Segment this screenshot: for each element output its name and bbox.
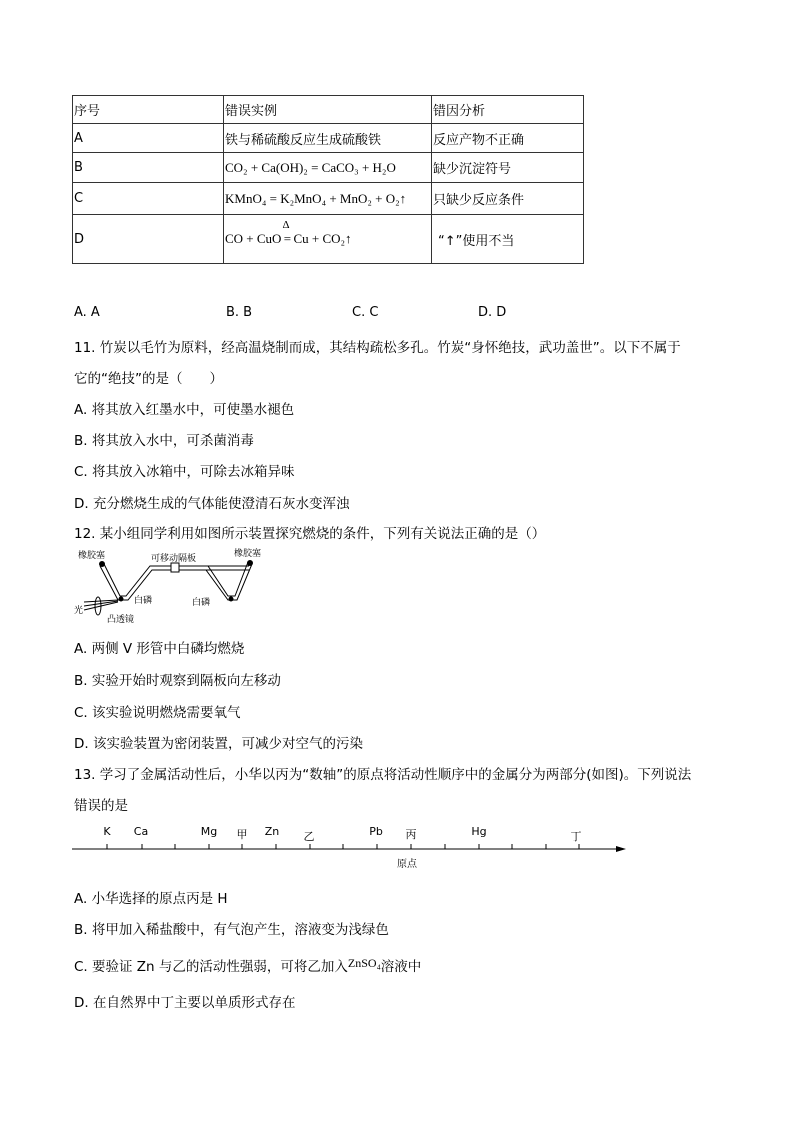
option-a[interactable]: A. A — [74, 305, 100, 320]
axis-label: Mg — [200, 825, 218, 838]
axis-arrow-icon — [616, 846, 626, 852]
axis-label: K — [103, 825, 111, 838]
phosphorus-right-icon — [229, 597, 234, 602]
table-row — [73, 124, 584, 153]
q12-option-a[interactable]: A. 两侧 V 形管中白磷均燃烧 — [74, 641, 245, 657]
row-id: C — [73, 183, 224, 215]
row-analysis: 反应产物不正确 — [432, 124, 584, 153]
q11-stem-line1: 11. 竹炭以毛竹为原料，经高温烧制而成，其结构疏松多孔。竹炭“身怀绝技，武功盖世”。以下不属于 — [74, 340, 681, 356]
q13-option-d[interactable]: D. 在自然界中丁主要以单质形式存在 — [74, 995, 296, 1011]
table-header: 错误实例 — [224, 96, 432, 124]
label-phosphorus-left: 白磷 — [134, 596, 153, 606]
combustion-apparatus-diagram — [74, 546, 284, 626]
row-id: A — [73, 124, 224, 153]
table-row — [73, 215, 584, 264]
axis-label: Hg — [471, 825, 487, 838]
formula-left: CO + CuO — [225, 231, 282, 246]
error-analysis-table — [72, 95, 584, 264]
label-partition: 可移动隔板 — [151, 554, 197, 564]
phosphorus-left-icon — [119, 597, 124, 602]
row-id: B — [73, 153, 224, 183]
label-light: 光 — [74, 606, 84, 616]
table-row — [73, 153, 584, 183]
option-d[interactable]: D. D — [478, 305, 507, 320]
q12-stem: 12. 某小组同学利用如图所示装置探究燃烧的条件，下列有关说法正确的是（） — [74, 526, 546, 542]
axis-label: Zn — [264, 825, 280, 838]
q13-option-b[interactable]: B. 将甲加入稀盐酸中，有气泡产生，溶液变为浅绿色 — [74, 922, 389, 938]
row-id: D — [73, 215, 224, 264]
q12-option-d[interactable]: D. 该实验装置为密闭装置，可减少对空气的污染 — [74, 736, 363, 752]
metal-activity-number-line — [70, 820, 630, 875]
table-header: 错因分析 — [432, 96, 584, 124]
option-c[interactable]: C. C — [352, 305, 379, 320]
v-tube-right — [174, 562, 252, 600]
row-analysis: “↑”使用不当 — [432, 215, 584, 264]
option-c-formula: ZnSO₄ — [347, 956, 381, 970]
row-example: KMnO₄ = K₂MnO₄ + MnO₂ + O₂↑ — [224, 183, 432, 215]
row-example: CO + CuO Δ = Cu + CO₂↑ — [224, 215, 432, 264]
axis-label: Pb — [369, 825, 383, 838]
axis-label: 甲 — [236, 828, 248, 841]
axis-label: Ca — [133, 825, 149, 838]
axis-label: 丙 — [405, 828, 417, 841]
stopper-left-icon — [99, 561, 105, 567]
table-header: 序号 — [73, 96, 224, 124]
row-example: 铁与稀硫酸反应生成硫酸铁 — [224, 124, 432, 153]
label-lens: 凸透镜 — [107, 615, 135, 625]
q12-option-b[interactable]: B. 实验开始时观察到隔板向左移动 — [74, 673, 281, 689]
q13-stem-line2: 错误的是 — [74, 798, 128, 814]
heat-condition-mark: Δ — [282, 219, 290, 231]
table-row — [73, 183, 584, 215]
origin-label: 原点 — [397, 859, 417, 870]
option-c-prefix: C. 要验证 Zn 与乙的活动性强弱，可将乙加入 — [74, 959, 348, 975]
table-header-row — [73, 96, 584, 124]
label-phosphorus-right: 白磷 — [192, 598, 211, 608]
q11-option-b[interactable]: B. 将其放入水中，可杀菌消毒 — [74, 433, 254, 449]
row-analysis: 只缺少反应条件 — [432, 183, 584, 215]
row-analysis: 缺少沉淀符号 — [432, 153, 584, 183]
axis-label: 丁 — [570, 830, 582, 843]
movable-partition — [171, 563, 179, 572]
axis-label: 乙 — [303, 830, 315, 843]
label-stopper-right: 橡胶塞 — [234, 549, 262, 559]
q11-option-a[interactable]: A. 将其放入红墨水中，可使墨水褪色 — [74, 402, 295, 418]
q11-option-d[interactable]: D. 充分燃烧生成的气体能使澄清石灰水变浑浊 — [74, 496, 350, 512]
label-stopper-left: 橡胶塞 — [78, 551, 106, 561]
stopper-right-icon — [247, 560, 253, 566]
option-b[interactable]: B. B — [226, 305, 253, 320]
q13-option-a[interactable]: A. 小华选择的原点丙是 H — [74, 891, 228, 907]
q12-option-c[interactable]: C. 该实验说明燃烧需要氧气 — [74, 705, 241, 721]
row-example: CO₂ + Ca(OH)₂ = CaCO₃ + H₂O — [224, 153, 432, 183]
q13-stem-line1: 13. 学习了金属活动性后，小华以丙为“数轴”的原点将活动性顺序中的金属分为两部分(如图)。下列说法 — [74, 767, 692, 783]
formula-right: Cu + CO₂↑ — [293, 231, 352, 246]
q11-stem-line2: 它的“绝技”的是（ ） — [74, 371, 223, 387]
option-c-suffix: 溶液中 — [380, 959, 422, 975]
q11-option-c[interactable]: C. 将其放入冰箱中，可除去冰箱异味 — [74, 464, 295, 480]
q13-option-c[interactable] — [74, 955, 421, 975]
